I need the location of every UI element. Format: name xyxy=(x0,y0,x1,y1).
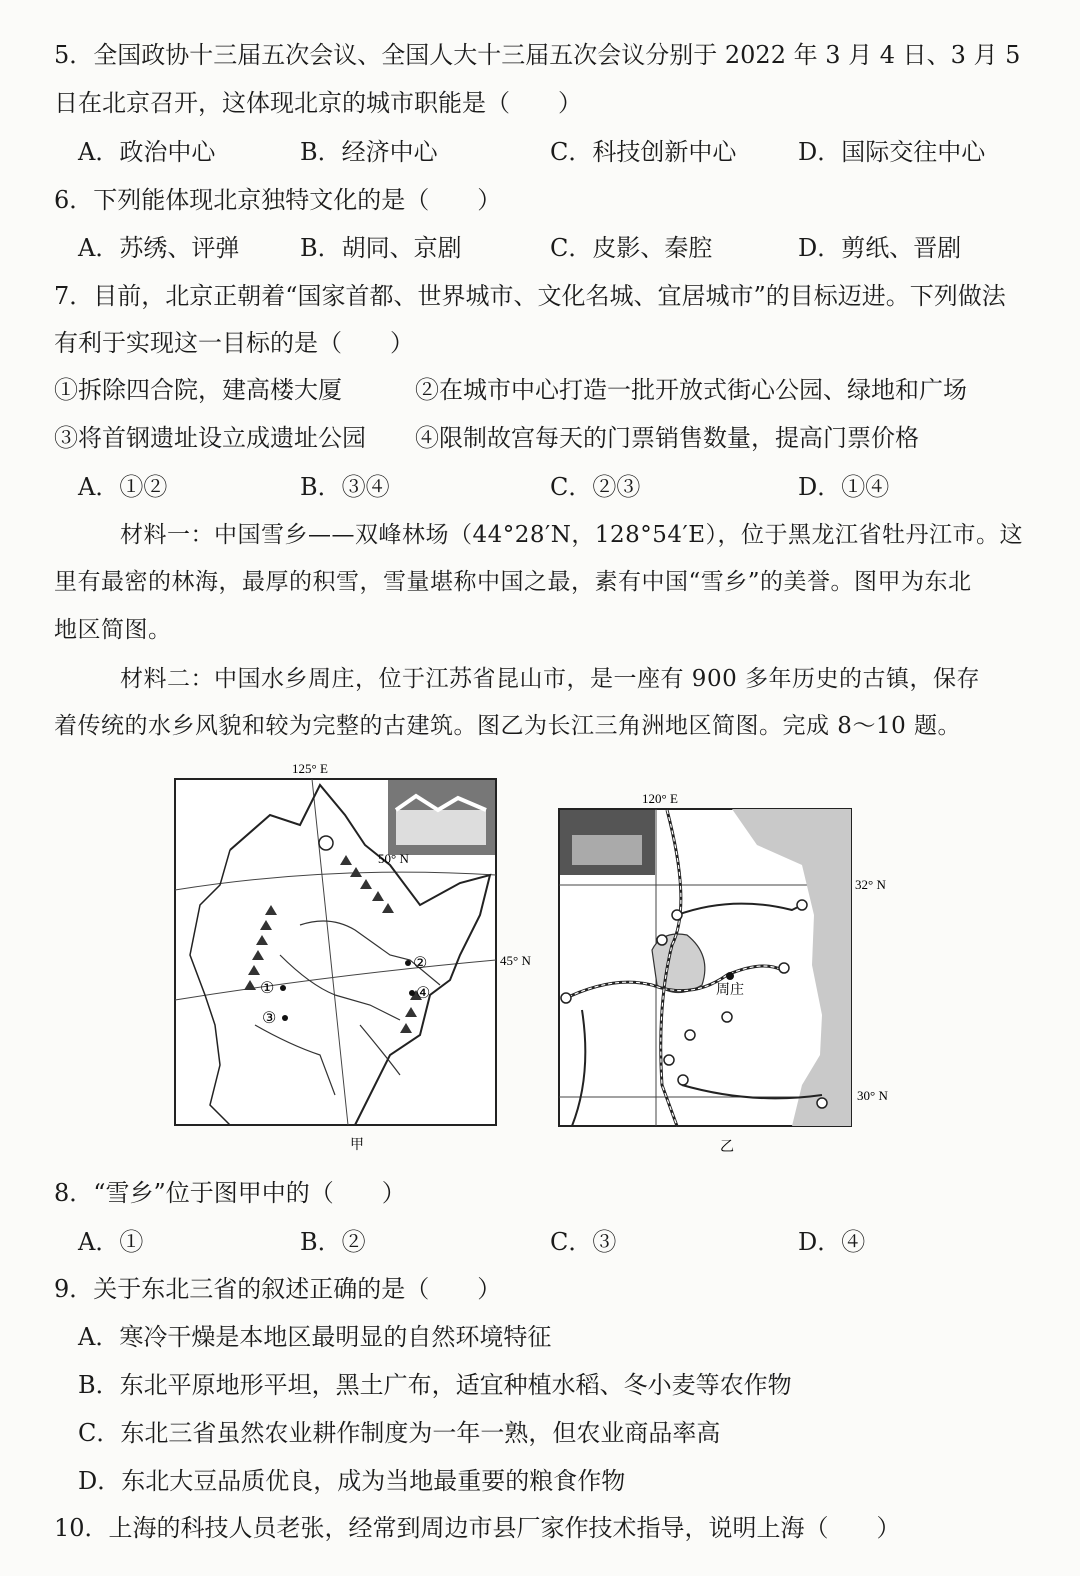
material1-line3: 地区简图。 xyxy=(54,617,172,643)
material1-line2: 里有最密的林海，最厚的积雪，雪量堪称中国之最，素有中国“雪乡”的美誉。图甲为东北 xyxy=(54,569,972,595)
q5-option-b: B．经济中心 xyxy=(300,138,438,166)
q9-option-a: A．寒冷干燥是本地区最明显的自然环境特征 xyxy=(78,1323,552,1351)
jia-point-4: ④ xyxy=(416,985,431,1002)
jia-lat-50: 50° N xyxy=(378,851,409,866)
q5-stem-line2: 日在北京召开，这体现北京的城市职能是（ ） xyxy=(54,89,582,117)
material2-line1: 材料二：中国水乡周庄，位于江苏省昆山市，是一座有 900 多年历史的古镇，保存 xyxy=(120,666,981,692)
q8-option-a: A．① xyxy=(78,1228,144,1256)
map-yi-caption: 乙 xyxy=(720,1140,734,1155)
q8-option-b: B．② xyxy=(300,1228,366,1256)
material2-line2: 着传统的水乡风貌和较为完整的古建筑。图乙为长江三角洲地区简图。完成 8～10 题。 xyxy=(54,713,962,739)
q7-stem-line1: 7．目前，北京正朝着“国家首都、世界城市、文化名城、宜居城市”的目标迈进。下列做法 xyxy=(54,282,1006,310)
q7-item-4: ④限制故宫每天的门票销售数量，提高门票价格 xyxy=(415,424,919,452)
q7-option-d: D．①④ xyxy=(798,473,890,501)
q7-option-c: C．②③ xyxy=(550,473,641,501)
q7-item-2: ②在城市中心打造一批开放式街心公园、绿地和广场 xyxy=(415,376,967,404)
q5-option-a: A．政治中心 xyxy=(78,138,216,166)
q6-stem: 6．下列能体现北京独特文化的是（ ） xyxy=(54,186,502,214)
q9-stem: 9．关于东北三省的叙述正确的是（ ） xyxy=(54,1275,502,1303)
q9-option-d: D．东北大豆品质优良，成为当地最重要的粮食作物 xyxy=(78,1467,626,1495)
q6-option-d: D．剪纸、晋剧 xyxy=(798,234,962,262)
q8-option-d: D．④ xyxy=(798,1228,866,1256)
q9-option-b: B．东北平原地形平坦，黑土广布，适宜种植水稻、冬小麦等农作物 xyxy=(78,1371,792,1399)
q7-option-b: B．③④ xyxy=(300,473,390,501)
q7-item-3: ③将首钢遗址设立成遗址公园 xyxy=(54,424,366,452)
q5-stem-line1: 5．全国政协十三届五次会议、全国人大十三届五次会议分别于 2022 年 3 月 4 日、3 月 5 xyxy=(54,41,1021,69)
map-jia-caption: 甲 xyxy=(350,1138,364,1153)
yi-lat-30: 30° N xyxy=(857,1088,888,1103)
q8-stem: 8．“雪乡”位于图甲中的（ ） xyxy=(54,1179,406,1207)
jia-lat-45: 45° N xyxy=(500,953,531,968)
material1-line1: 材料一：中国雪乡——双峰林场（44°28′N，128°54′E），位于黑龙江省牡丹江市。这 xyxy=(120,522,1024,548)
q9-option-c: C．东北三省虽然农业耕作制度为一年一熟，但农业商品率高 xyxy=(78,1419,721,1447)
q6-option-b: B．胡同、京剧 xyxy=(300,234,462,262)
yi-lon-120: 120° E xyxy=(642,791,678,806)
q7-stem-line2: 有利于实现这一目标的是（ ） xyxy=(54,329,414,357)
q6-option-c: C．皮影、秦腔 xyxy=(550,234,713,262)
map-yi xyxy=(552,785,932,1160)
map-jia xyxy=(160,755,540,1160)
jia-point-3: ③ xyxy=(262,1010,277,1027)
q6-option-a: A．苏绣、评弹 xyxy=(78,234,240,262)
jia-point-2: ② xyxy=(413,955,428,972)
q10-stem: 10．上海的科技人员老张，经常到周边市县厂家作技术指导，说明上海（ ） xyxy=(54,1514,901,1542)
jia-point-1: ① xyxy=(260,980,275,997)
q5-option-d: D．国际交往中心 xyxy=(798,138,986,166)
yi-town-zhouzhuang: 周庄 xyxy=(716,983,744,998)
q7-item-1: ①拆除四合院，建高楼大厦 xyxy=(54,376,342,404)
q7-option-a: A．①② xyxy=(78,473,168,501)
jia-lon-125: 125° E xyxy=(292,761,328,776)
yi-lat-32: 32° N xyxy=(855,877,886,892)
q8-option-c: C．③ xyxy=(550,1228,617,1256)
q5-option-c: C．科技创新中心 xyxy=(550,138,737,166)
